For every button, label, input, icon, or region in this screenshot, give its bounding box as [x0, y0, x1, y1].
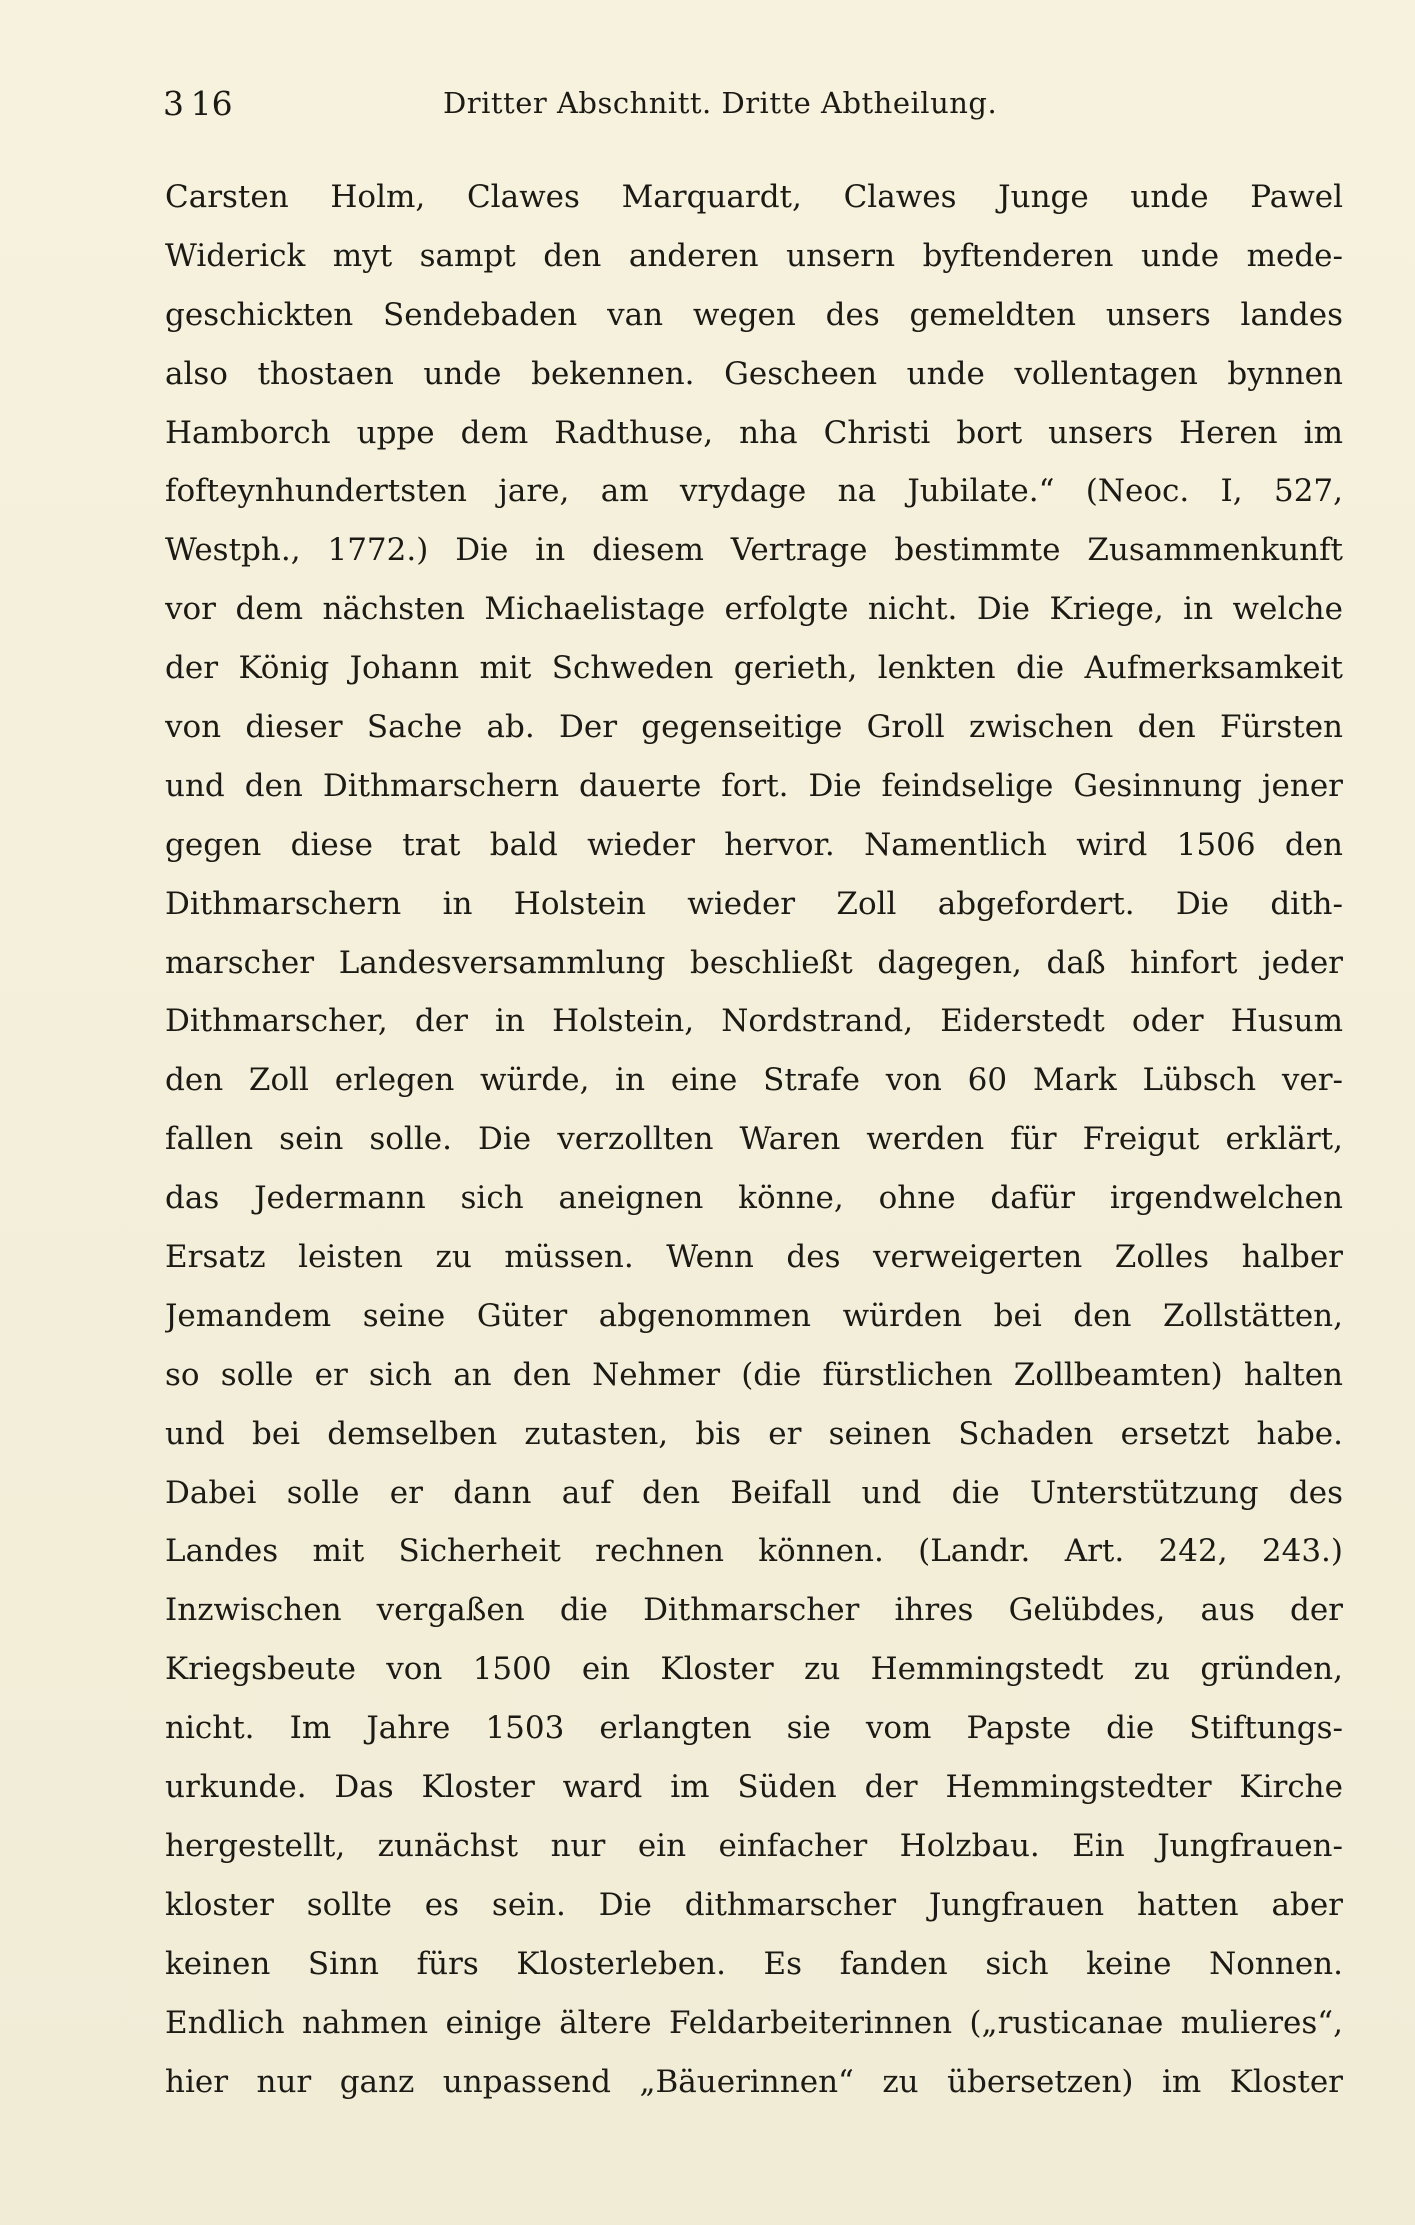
page-header — [163, 84, 1343, 134]
text-line: Widerick myt sampt den anderen unsern byftenderen unde mede- — [165, 237, 1343, 274]
text-line: fofteynhundertsten jare, am vrydage na Jubilate.“ (Neoc. I, 527, — [165, 473, 1343, 510]
text-line: Landes mit Sicherheit rechnen können. (Landr. Art. 242, 243.) — [165, 1533, 1343, 1570]
text-line: der König Johann mit Schweden gerieth, lenkten die Aufmerksamkeit — [165, 650, 1343, 687]
text-line: Inzwischen vergaßen die Dithmarscher ihres Gelübdes, aus der — [165, 1592, 1343, 1629]
text-line: hergestellt, zunächst nur ein einfacher Holzbau. Ein Jungfrauen- — [165, 1827, 1343, 1864]
text-line: Jemandem seine Güter abgenommen würden bei den Zollstätten, — [165, 1297, 1343, 1334]
text-line: Dithmarscher, der in Holstein, Nordstrand, Eiderstedt oder Husum — [165, 1003, 1343, 1040]
text-line: nicht. Im Jahre 1503 erlangten sie vom Papste die Stiftungs- — [165, 1710, 1343, 1747]
text-line: Dithmarschern in Holstein wieder Zoll abgefordert. Die dith- — [165, 885, 1343, 922]
text-line: kloster sollte es sein. Die dithmarscher Jungfrauen hatten aber — [165, 1886, 1343, 1923]
text-line: Ersatz leisten zu müssen. Wenn des verweigerten Zolles halber — [165, 1239, 1343, 1276]
text-line: geschickten Sendebaden van wegen des gemeldten unsers landes — [165, 296, 1343, 333]
text-line: Hamborch uppe dem Radthuse, nha Christi bort unsers Heren im — [165, 414, 1343, 451]
running-head: Dritter Abschnitt. Dritte Abtheilung. — [443, 86, 998, 120]
text-line: Dabei solle er dann auf den Beifall und die Unterstützung des — [165, 1474, 1343, 1511]
text-line: und den Dithmarschern dauerte fort. Die feindselige Gesinnung jener — [165, 767, 1343, 804]
text-line: Kriegsbeute von 1500 ein Kloster zu Hemmingstedt zu gründen, — [165, 1651, 1343, 1688]
text-line: Endlich nahmen einige ältere Feldarbeiterinnen („rusticanae mulieres“, — [165, 2004, 1343, 2041]
text-line: keinen Sinn fürs Klosterleben. Es fanden sich keine Nonnen. — [165, 1945, 1343, 1982]
text-line: hier nur ganz unpassend „Bäuerinnen“ zu übersetzen) im Kloster — [165, 2063, 1343, 2100]
text-line: marscher Landesversammlung beschließt dagegen, daß hinfort jeder — [165, 944, 1343, 981]
text-line: also thostaen unde bekennen. Gescheen unde vollentagen bynnen — [165, 355, 1343, 392]
text-line: den Zoll erlegen würde, in eine Strafe von 60 Mark Lübsch ver- — [165, 1062, 1343, 1099]
text-line: Carsten Holm, Clawes Marquardt, Clawes Junge unde Pawel — [165, 179, 1343, 215]
text-line: vor dem nächsten Michaelistage erfolgte nicht. Die Kriege, in welche — [165, 591, 1343, 628]
text-line: das Jedermann sich aneignen könne, ohne dafür irgendwelchen — [165, 1180, 1343, 1217]
text-line: von dieser Sache ab. Der gegenseitige Groll zwischen den Fürsten — [165, 709, 1343, 746]
text-line: fallen sein solle. Die verzollten Waren werden für Freigut erklärt, — [165, 1121, 1343, 1158]
text-line: gegen diese trat bald wieder hervor. Namentlich wird 1506 den — [165, 826, 1343, 863]
text-line: urkunde. Das Kloster ward im Süden der Hemmingstedter Kirche — [165, 1769, 1343, 1806]
page-number: 3 16 — [163, 84, 233, 123]
text-line: und bei demselben zutasten, bis er seinen Schaden ersetzt habe. — [165, 1415, 1343, 1452]
text-line: Westph., 1772.) Die in diesem Vertrage bestimmte Zusammenkunft — [165, 532, 1343, 569]
body-text — [165, 168, 1343, 2111]
text-line: so solle er sich an den Nehmer (die fürstlichen Zollbeamten) halten — [165, 1356, 1343, 1393]
